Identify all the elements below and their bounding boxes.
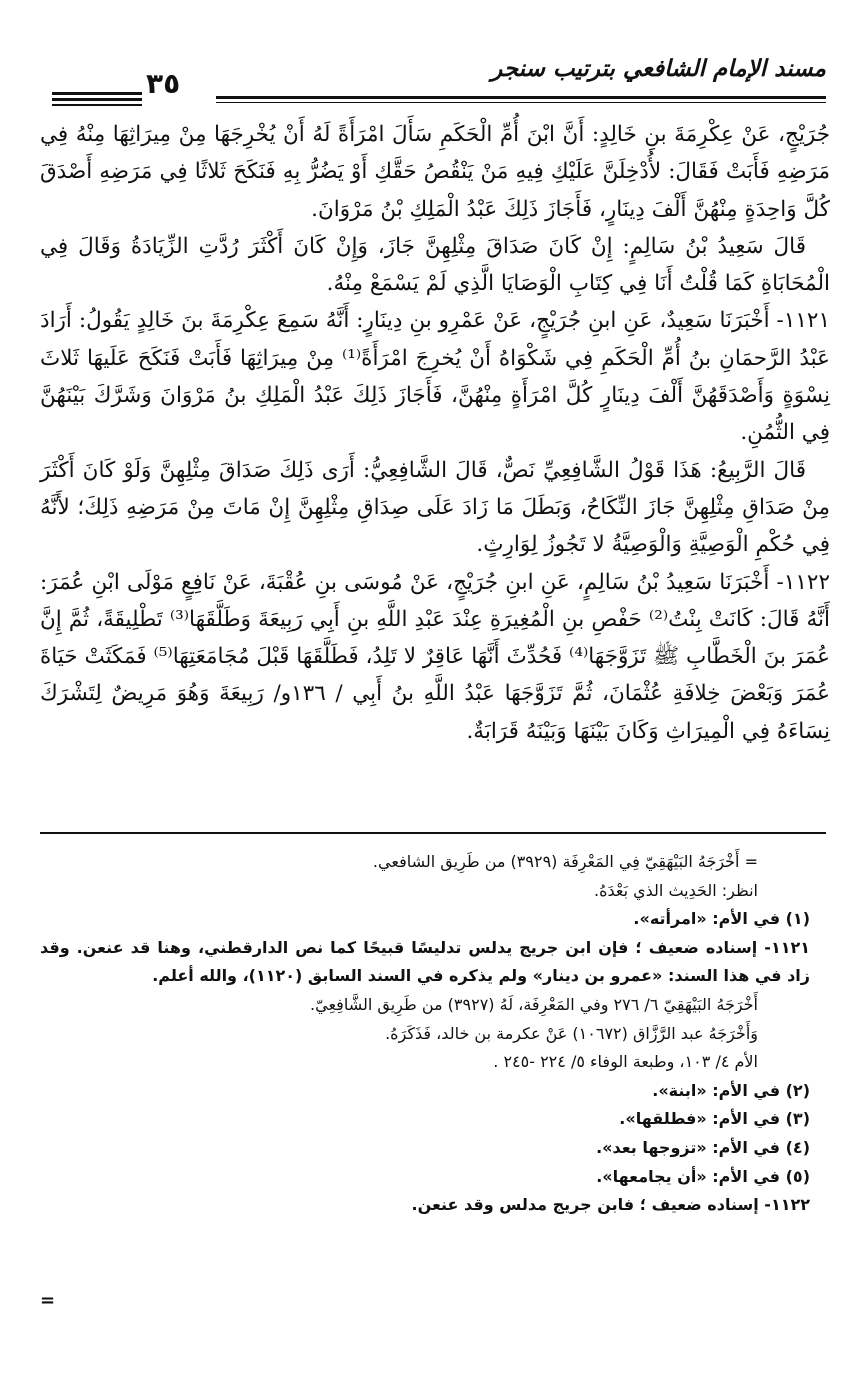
hadith-1121: ١١٢١- أَخْبَرَنَا سَعِيدٌ، عَنِ ابنِ جُرَيْجٍ، عَنْ عَمْرِو بنِ دِينَارٍ: أَنَّهُ سَمِعَ عِكْرِمَةَ بنَ خَالِدٍ يَقُولُ: أَرَادَ عَبْدُ الرَّحمَانِ بنُ أُمِّ الْحَكَمِ فِي شَكْوَاهُ أَنْ يُخرِجَ امْرَأَةً⁽¹⁾ مِنْ مِيرَاثِهَا فَأَبَتْ فَنَكَحَ عَلَيهَا ثَلاثَ نِسْوَةٍ وَأَصْدَقَهُنَّ أَلْفَ دِينَارٍ كُلَّ امْرَأَةٍ مِنْهُنَّ، فَأَجَازَ ذَلِكَ عَبْدُ الْمَلِكِ بنُ مَرْوَانَ وَشَرَّكَ بَيْنَهُنَّ فِي الثُّمُنِ. [40, 308, 830, 446]
footnote-line: (٢) في الأم: «ابنة». [652, 1080, 810, 1100]
footnote-line: (٤) في الأم: «تزوجها بعد». [596, 1137, 810, 1157]
paragraph: قَالَ الرَّبِيعُ: هَذَا قَوْلُ الشَّافِعِيِّ نَصٌّ، قَالَ الشَّافِعِيُّ: أَرَى ذَلِكَ صَدَاقَ مِثْلِهِنَّ وَلَوْ كَانَ أَكْثَرَ مِنْ صَدَاقِ مِثْلِهِنَّ جَازَ النِّكَاحُ، وَبَطَلَ مَا زَادَ عَلَى صِدَاقِ مِثْلِهِنَّ إِنْ مَاتَ مِنْ مَرَضِهِ ذَلِكَ؛ لأَنَّهُ فِي حُكْمِ الْوَصِيَّةِ وَالْوَصِيَّةُ لا تَجُوزُ لِوَارِثٍ. [40, 457, 830, 558]
running-title: مسند الإمام الشافعي بترتيب سنجر [491, 56, 826, 82]
footnote-line: = أَخْرَجَهُ البَيْهَقِيّ فِي المَعْرِفَة (٣٩٢٩) من طَرِيق الشافعي. [372, 852, 758, 871]
header-short-rule [52, 92, 142, 95]
footnote-line: ١١٢٢- إسناده ضعيف ؛ فابن جريج مدلس وقد عنعن. [411, 1195, 810, 1215]
footnote-line: انظر: الحَدِيث الذي بَعْدَهُ. [594, 880, 758, 900]
paragraph: جُرَيْجٍ، عَنْ عِكْرِمَةَ بنِ خَالِدٍ: أَنَّ ابْنَ أُمِّ الْحَكَمِ سَأَلَ امْرَأَةً لَهُ أَنْ يُخْرِجَهَا مِنْ مِيرَاثِهَا مِنْهُ فِي مَرَضِهِ فَأَبَتْ فَقَالَ: لأُدْخِلَنَّ عَلَيْكِ فِيهِ مَنْ يَنْقُصُ حَقَّكِ أَوْ يَضُرُّ بِهِ فَنَكَحَ ثَلاثًا فِي مَرَضِهِ أَصْدَقَ كُلَّ وَاحِدَةٍ مِنْهُنَّ أَلْفَ دِينَارٍ، فَأَجَازَ ذَلِكَ عَبْدُ الْمَلِكِ بْنُ مَرْوَانَ. [40, 122, 830, 222]
header-rule-thin [216, 102, 826, 103]
footnote-line: (٣) في الأم: «فطلقها». [619, 1109, 810, 1129]
page-number: ٣٥ [146, 67, 181, 100]
paragraph: قَالَ سَعِيدُ بْنُ سَالِمٍ: إِنْ كَانَ صَدَاقَ مِثْلِهِنَّ جَازَ، وَإِنْ كَانَ أَكْثَرَ رُدَّتِ الزِّيَادَةُ وَقَالَ فِي الْمُحَابَاةِ كَمَا قُلْتُ أَنَا فِي كِتَابِ الْوَصَايَا الَّذِي لَمْ يَسْمَعْ مِنْهُ. [40, 233, 830, 297]
header-rule [216, 96, 826, 99]
footnote-line: (٥) في الأم: «أن يجامعها». [596, 1166, 810, 1186]
footnote-line: (١) في الأم: «امرأته». [633, 909, 810, 929]
footnote-line: ١١٢١- إسناده ضعيف ؛ فإن ابن جريج يدلس تدليسًا قبيحًا كما نص الدارقطني، وهنا قد عنعن. وقد زاد في هذا السند: «عمرو بن دينار» ولم يذكره في السند السابق (١١٢٠)، والله أعلم. [40, 937, 810, 986]
hadith-1122: ١١٢٢- أَخْبَرَنَا سَعِيدُ بْنُ سَالِمٍ، عَنِ ابنِ جُرَيْجٍ، عَنْ مُوسَى بنِ عُقْبَةَ، عَنْ نَافِعٍ مَوْلَى ابْنِ عُمَرَ: أَنَّهُ قَالَ: كَانَتْ بِنْتُ⁽²⁾ حَفْصِ بنِ الْمُغِيرَةِ عِنْدَ عَبْدِ اللَّهِ بنِ أَبِي رَبِيعَةَ وَطَلَّقَهَا⁽³⁾ تَطْلِيقَةً، ثُمَّ إِنَّ عُمَرَ بنَ الْخَطَّابِ ﷺ تَزَوَّجَهَا⁽⁴⁾ فَحُدِّثَ أَنَّهَا عَاقِرٌ لا تَلِدُ، فَطَلَّقَهَا قَبْلَ مُجَامَعَتِهَا⁽⁵⁾ فَمَكَثَتْ حَيَاةَ عُمَرَ وَبَعْضَ خِلافَةِ عُثْمَانَ، ثُمَّ تَزَوَّجَهَا عَبْدُ اللَّهِ بنُ أَبِي / ١٣٦و/ رَبِيعَةَ وَهُوَ مَرِيضٌ لِتَشْرَكَ نِسَاءَهُ فِي الْمِيرَاثِ وَكَانَ بَيْنَهَا وَبَيْنَهُ قَرَابَةٌ. [40, 569, 830, 744]
main-text [40, 116, 830, 750]
header-short-rule [52, 98, 142, 101]
footnote-divider [40, 832, 826, 834]
footnote-line: الأم ٤/ ١٠٣، وطبعة الوفاء ٥/ ٢٢٤ -٢٤٥ . [493, 1052, 758, 1072]
header-short-rule [52, 104, 142, 106]
footnotes [40, 848, 810, 1220]
page-header [36, 52, 826, 108]
continuation-mark: = [40, 1290, 56, 1311]
footnote-line: وَأَخْرَجَهُ عبد الرَّزَّاق (١٠٦٧٢) عَنْ عكرمة بن خالد، فَذَكَرَهُ. [385, 1023, 758, 1043]
footnote-line: أَخْرَجَهُ البَيْهَقِيّ ٦/ ٢٧٦ وفي المَعْرِفَة، لَهُ (٣٩٢٧) من طَرِيق الشَّافِعِيّ. [310, 994, 758, 1014]
